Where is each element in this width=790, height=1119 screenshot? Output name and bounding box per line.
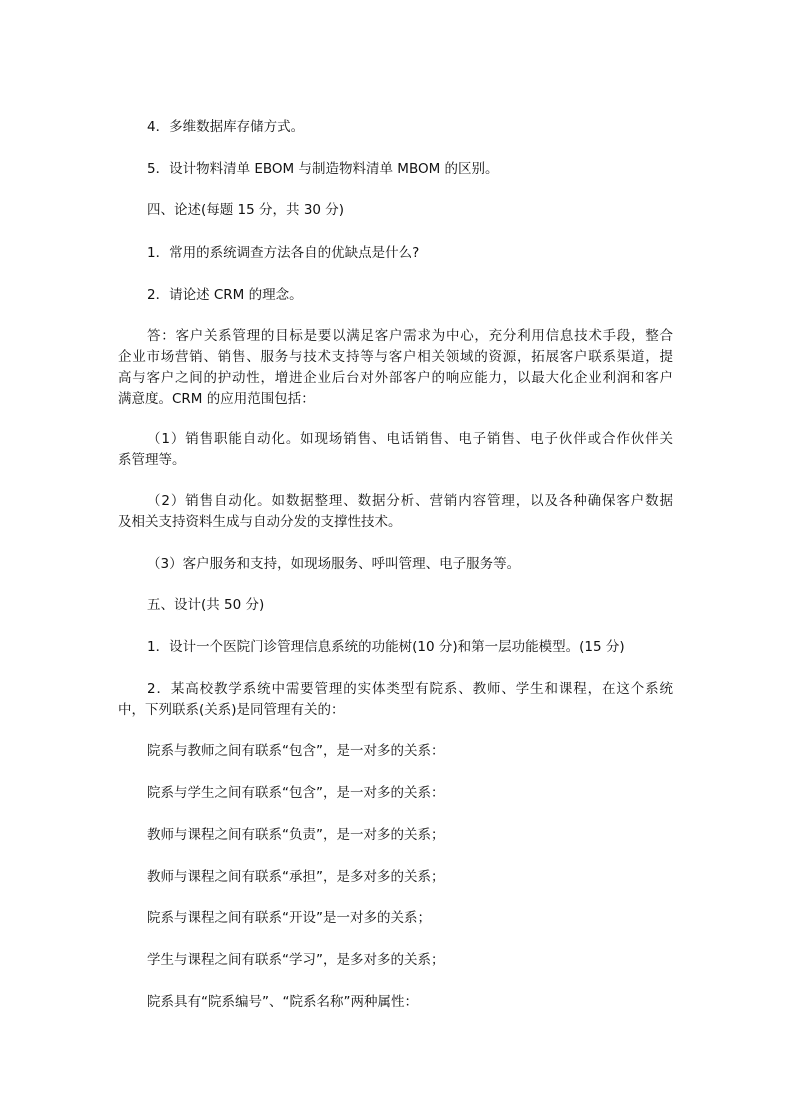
paragraph bbox=[118, 243, 673, 264]
text-line: 高与客户之间的护动性，增进企业后台对外部客户的响应能力，以最大化企业利润和客户 bbox=[118, 370, 673, 386]
text-line: 学生与课程之间有联系“学习”，是多对多的关系； bbox=[147, 952, 445, 968]
text-line: 中，下列联系(关系)是同管理有关的： bbox=[118, 702, 345, 718]
paragraph bbox=[118, 992, 673, 1013]
text-line: 院系与学生之间有联系“包含”，是一对多的关系： bbox=[147, 785, 445, 801]
text-line: 院系与课程之间有联系“开设”是一对多的关系； bbox=[147, 910, 431, 926]
paragraph bbox=[118, 637, 673, 658]
paragraph bbox=[118, 867, 673, 888]
paragraph bbox=[118, 595, 673, 616]
paragraph bbox=[118, 908, 673, 929]
text-line: 2．请论述 CRM 的理念。 bbox=[147, 287, 303, 303]
text-line: 企业市场营销、销售、服务与技术支持等与客户相关领域的资源，拓展客户联系渠道，提 bbox=[118, 349, 673, 365]
paragraph bbox=[118, 200, 673, 221]
text-line: 满意度。CRM 的应用范围包括： bbox=[118, 391, 315, 407]
text-line: 五、设计(共 50 分) bbox=[147, 597, 265, 613]
text-line: 及相关支持资料生成与自动分发的支撑性技术。 bbox=[118, 514, 402, 530]
paragraph bbox=[118, 491, 673, 533]
text-line: 教师与课程之间有联系“承担”，是多对多的关系； bbox=[147, 869, 445, 885]
text-line: 院系与教师之间有联系“包含”，是一对多的关系： bbox=[147, 743, 445, 759]
text-line: 5．设计物料清单 EBOM 与制造物料清单 MBOM 的区别。 bbox=[147, 161, 499, 177]
text-line: 1．设计一个医院门诊管理信息系统的功能树(10 分)和第一层功能模型。(15 分) bbox=[147, 639, 625, 655]
paragraph bbox=[118, 285, 673, 306]
paragraph bbox=[118, 825, 673, 846]
paragraph bbox=[118, 159, 673, 180]
text-line: （3）客户服务和支持，如现场服务、呼叫管理、电子服务等。 bbox=[147, 556, 521, 572]
text-line: 4．多维数据库存储方式。 bbox=[147, 119, 305, 135]
text-line: 四、论述(每题 15 分，共 30 分) bbox=[147, 202, 345, 218]
paragraph bbox=[118, 429, 673, 471]
paragraph bbox=[118, 554, 673, 575]
paragraph bbox=[118, 783, 673, 804]
paragraph bbox=[118, 679, 673, 721]
paragraph bbox=[118, 950, 673, 971]
text-line: 系管理等。 bbox=[118, 452, 186, 468]
paragraph bbox=[118, 741, 673, 762]
text-line: 答：客户关系管理的目标是要以满足客户需求为中心，充分利用信息技术手段，整合 bbox=[147, 328, 673, 344]
paragraph bbox=[118, 326, 673, 410]
paragraph bbox=[118, 117, 673, 138]
text-line: （1）销售职能自动化。如现场销售、电话销售、电子销售、电子伙伴或合作伙伴关 bbox=[147, 431, 673, 447]
text-line: 2．某高校教学系统中需要管理的实体类型有院系、教师、学生和课程，在这个系统 bbox=[147, 681, 673, 697]
text-line: 1．常用的系统调查方法各自的优缺点是什么? bbox=[147, 245, 420, 261]
text-line: 教师与课程之间有联系“负责”，是一对多的关系； bbox=[147, 827, 445, 843]
text-line: 院系具有“院系编号”、“院系名称”两种属性： bbox=[147, 994, 418, 1010]
text-line: （2）销售自动化。如数据整理、数据分析、营销内容管理，以及各种确保客户数据 bbox=[147, 493, 673, 509]
